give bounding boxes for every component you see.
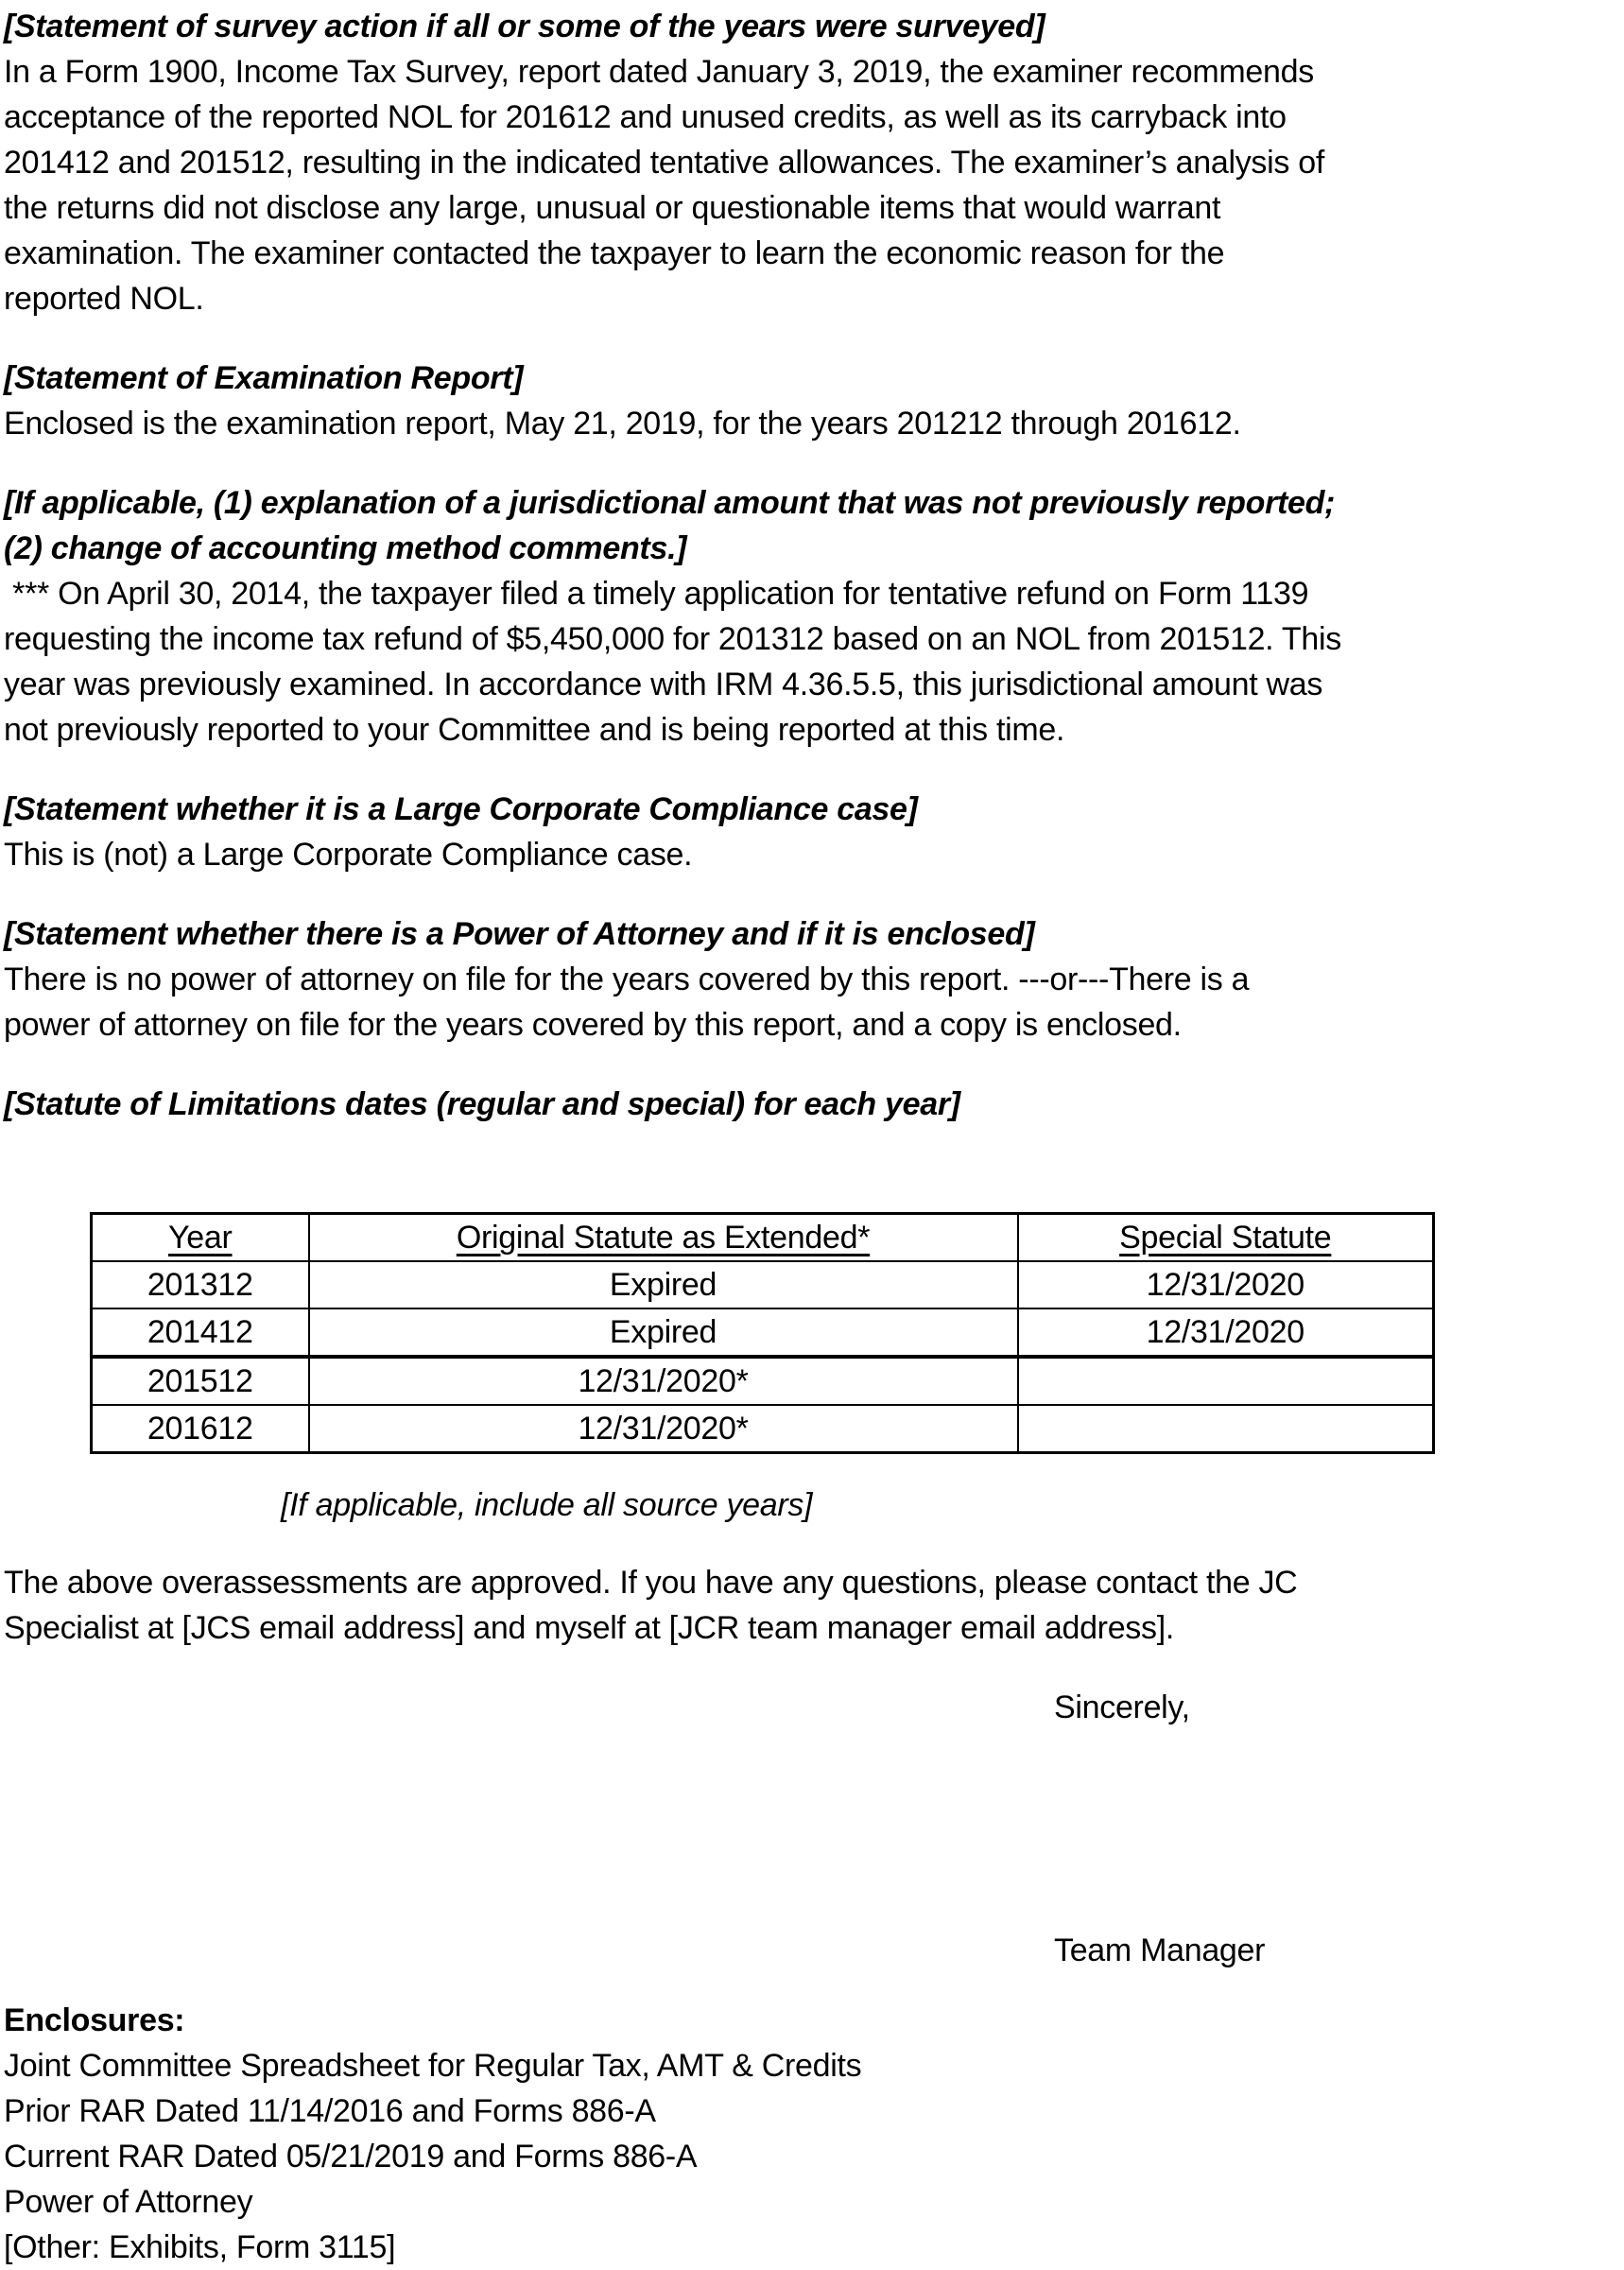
special-statute-cell bbox=[1018, 1405, 1434, 1453]
paragraph-line: *** On April 30, 2014, the taxpayer filed a timely application for tentative refund on Form 1139 bbox=[4, 576, 1309, 612]
section-heading-large-corporate: [Statement whether it is a Large Corporate Compliance case] bbox=[4, 791, 918, 827]
table-header-label: Year bbox=[168, 1220, 233, 1256]
section-survey-paragraph bbox=[4, 49, 1624, 321]
original-statute-cell: Expired bbox=[309, 1261, 1018, 1308]
statute-table-header-row bbox=[92, 1214, 1434, 1262]
section-heading-power-of-attorney: [Statement whether there is a Power of Attorney and if it is enclosed] bbox=[4, 916, 1035, 952]
paragraph-line: not previously reported to your Committee and is being reported at this time. bbox=[4, 712, 1065, 748]
enclosure-item: [Other: Exhibits, Form 3115] bbox=[4, 2229, 396, 2265]
table-header-label: Special Statute bbox=[1119, 1220, 1332, 1256]
enclosure-item: Joint Committee Spreadsheet for Regular Tax, AMT & Credits bbox=[4, 2048, 862, 2084]
paragraph-line: There is no power of attorney on file for the years covered by this report. ---or---There is a bbox=[4, 962, 1250, 997]
statute-table-row bbox=[92, 1261, 1434, 1308]
table-header-label: Original Statute as Extended* bbox=[456, 1220, 871, 1256]
year-cell: 201312 bbox=[92, 1261, 309, 1308]
enclosure-item: Current RAR Dated 05/21/2019 and Forms 886-A bbox=[4, 2139, 698, 2175]
paragraph-line: the returns did not disclose any large, unusual or questionable items that would warrant bbox=[4, 190, 1221, 226]
section-examination-paragraph bbox=[4, 401, 1624, 446]
original-statute-cell: Expired bbox=[309, 1308, 1018, 1357]
section-heading-statute-dates: [Statute of Limitations dates (regular and special) for each year] bbox=[4, 1086, 960, 1122]
paragraph-line: year was previously examined. In accordance with IRM 4.36.5.5, this jurisdictional amount was bbox=[4, 667, 1323, 702]
original-statute-cell: 12/31/2020* bbox=[309, 1357, 1018, 1405]
paragraph-line: This is (not) a Large Corporate Compliance case. bbox=[4, 837, 693, 873]
section-power-of-attorney-paragraph bbox=[4, 957, 1624, 1048]
paragraph-line: 201412 and 201512, resulting in the indicated tentative allowances. The examiner’s analysis of bbox=[4, 145, 1324, 181]
special-statute-cell: 12/31/2020 bbox=[1018, 1308, 1434, 1357]
paragraph-line: Specialist at [JCS email address] and myself at [JCR team manager email address]. bbox=[4, 1610, 1175, 1646]
closing-paragraph bbox=[4, 1560, 1624, 1651]
paragraph-line: reported NOL. bbox=[4, 281, 204, 317]
section-large-corporate-paragraph bbox=[4, 832, 1624, 877]
table-header-special-statute bbox=[1018, 1214, 1434, 1262]
enclosure-item: Power of Attorney bbox=[4, 2184, 253, 2220]
section-heading-line: (2) change of accounting method comments.] bbox=[4, 530, 687, 566]
table-header-year bbox=[92, 1214, 309, 1262]
section-heading-survey: [Statement of survey action if all or some of the years were surveyed] bbox=[4, 9, 1045, 44]
original-statute-cell: 12/31/2020* bbox=[309, 1405, 1018, 1453]
table-caption: [If applicable, include all source years] bbox=[281, 1487, 813, 1523]
paragraph-line: examination. The examiner contacted the taxpayer to learn the economic reason for the bbox=[4, 235, 1225, 271]
statute-table-row bbox=[92, 1405, 1434, 1453]
year-cell: 201512 bbox=[92, 1357, 309, 1405]
paragraph-line: requesting the income tax refund of $5,450,000 for 201312 based on an NOL from 201512. This bbox=[4, 621, 1341, 657]
paragraph-line: acceptance of the reported NOL for 201612 and unused credits, as well as its carryback into bbox=[4, 99, 1287, 135]
special-statute-cell bbox=[1018, 1357, 1434, 1405]
year-cell: 201612 bbox=[92, 1405, 309, 1453]
enclosures-list bbox=[4, 2043, 1624, 2270]
paragraph-line: In a Form 1900, Income Tax Survey, report dated January 3, 2019, the examiner recommends bbox=[4, 54, 1314, 90]
paragraph-line: power of attorney on file for the years covered by this report, and a copy is enclosed. bbox=[4, 1007, 1182, 1043]
signature-salutation: Sincerely, bbox=[1054, 1690, 1190, 1725]
section-heading-examination-report: [Statement of Examination Report] bbox=[4, 360, 524, 396]
statute-table-row bbox=[92, 1308, 1434, 1357]
paragraph-line: Enclosed is the examination report, May 21, 2019, for the years 201212 through 201612. bbox=[4, 406, 1241, 442]
signature-title: Team Manager bbox=[1054, 1932, 1266, 1968]
statute-table bbox=[90, 1212, 1435, 1454]
special-statute-cell: 12/31/2020 bbox=[1018, 1261, 1434, 1308]
paragraph-line: The above overassessments are approved. If you have any questions, please contact the JC bbox=[4, 1565, 1298, 1601]
section-heading-jurisdictional bbox=[4, 480, 1624, 571]
enclosure-item: Prior RAR Dated 11/14/2016 and Forms 886-A bbox=[4, 2093, 656, 2129]
section-jurisdictional-paragraph bbox=[4, 571, 1624, 753]
table-header-original-statute bbox=[309, 1214, 1018, 1262]
year-cell: 201412 bbox=[92, 1308, 309, 1357]
enclosures-heading: Enclosures: bbox=[4, 2002, 185, 2038]
statute-table-row bbox=[92, 1357, 1434, 1405]
section-heading-line: [If applicable, (1) explanation of a jurisdictional amount that was not previously reported; bbox=[4, 485, 1336, 521]
